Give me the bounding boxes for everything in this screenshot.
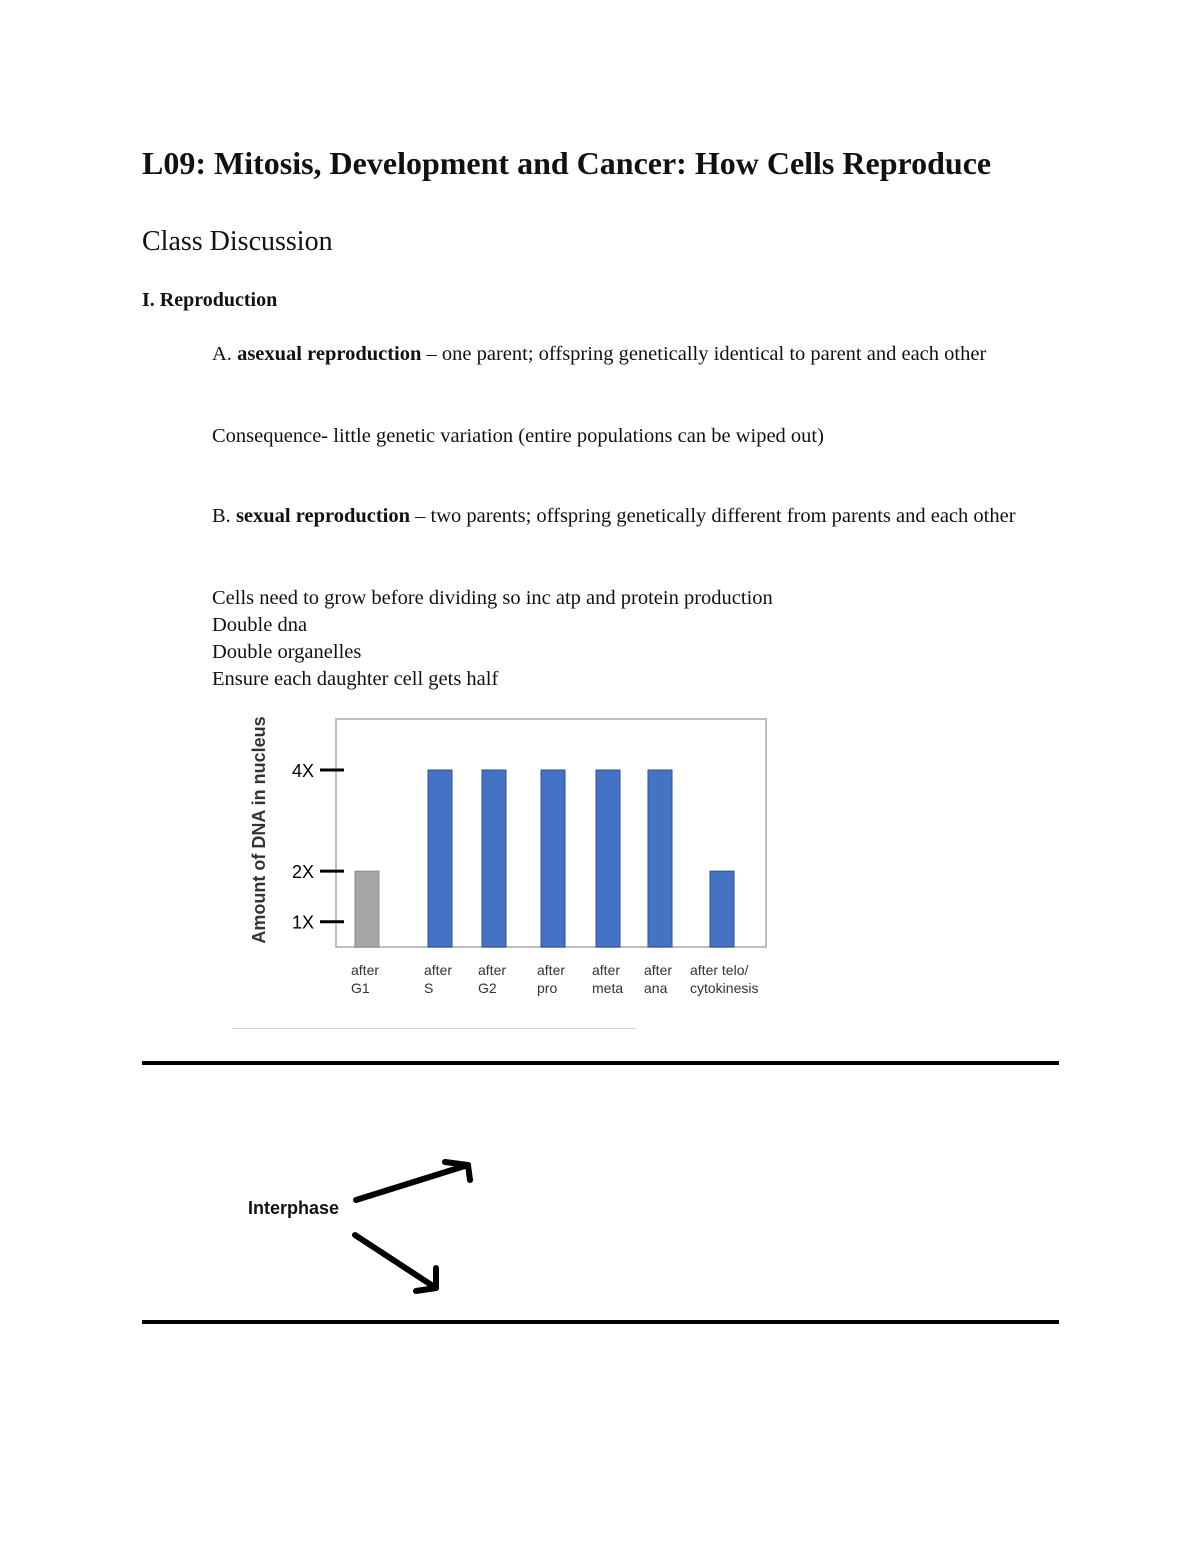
note-line: Double dna — [212, 614, 308, 636]
x-tick-label: after G2 — [478, 962, 507, 996]
bottom-rule — [142, 1320, 1059, 1324]
arrow-up-right-icon — [356, 1162, 470, 1200]
item-b-text: – two parents; offspring genetically different from parents and each other — [415, 505, 1016, 527]
x-tick-label: after telo/ cytokinesis — [690, 962, 759, 996]
note-line: Ensure each daughter cell gets half — [212, 668, 499, 690]
dna-amount-chart — [232, 702, 792, 1002]
document-subtitle: Class Discussion — [142, 226, 333, 257]
item-a-definition — [212, 341, 1062, 368]
x-tick-label: after ana — [644, 962, 673, 996]
y-tick-label: 2X — [291, 862, 314, 883]
interphase-arrows — [340, 1150, 490, 1300]
bar — [355, 871, 379, 947]
bar — [428, 770, 452, 947]
x-tick-label: after meta — [592, 962, 624, 996]
bar — [596, 770, 620, 947]
bar — [541, 770, 565, 947]
interphase-label: Interphase — [248, 1198, 340, 1218]
item-a-letter: A. — [212, 343, 232, 365]
x-tick-label: after G1 — [351, 962, 380, 996]
bar — [710, 871, 734, 947]
section-heading: I. Reproduction — [142, 289, 278, 311]
top-rule — [142, 1061, 1059, 1065]
item-a-consequence: Consequence- little genetic variation (entire populations can be wiped out) — [212, 425, 824, 447]
bar — [648, 770, 672, 947]
item-b-term: sexual reproduction — [235, 505, 411, 527]
x-tick-label: after S — [424, 962, 453, 996]
y-tick-label: 4X — [291, 761, 314, 781]
y-tick-label: 1X — [291, 912, 314, 933]
y-axis-label: Amount of DNA in nucleus — [249, 716, 269, 944]
x-tick-label: after pro — [537, 962, 566, 996]
figure-divider — [232, 1028, 636, 1029]
item-b-definition — [212, 503, 1062, 530]
item-a-text: – one parent; offspring genetically identical to parent and each other — [426, 343, 987, 365]
bar — [482, 770, 506, 947]
arrow-down-right-icon — [355, 1235, 436, 1291]
note-line: Cells need to grow before dividing so inc atp and protein production — [212, 587, 773, 609]
note-line: Double organelles — [212, 641, 362, 663]
item-b-notes — [212, 585, 1062, 693]
document-title: L09: Mitosis, Development and Cancer: How Cells Reproduce — [142, 145, 992, 181]
item-b-letter: B. — [212, 505, 231, 527]
item-a-term: asexual reproduction — [237, 343, 422, 365]
